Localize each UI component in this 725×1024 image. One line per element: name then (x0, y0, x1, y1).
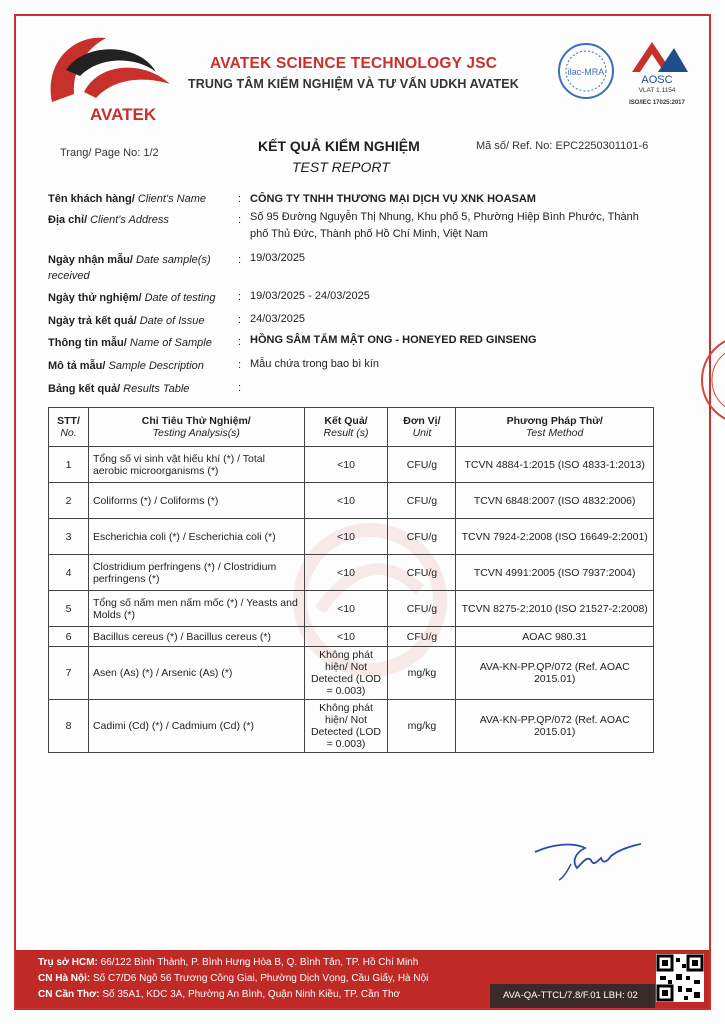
colon: : (238, 314, 242, 326)
center-name: TRUNG TÂM KIỂM NGHIỆM VÀ TƯ VẤN UDKH AVATEK (188, 77, 519, 91)
cell-method: TCVN 7924-2:2008 (ISO 16649-2:2001) (456, 519, 654, 555)
colon: : (238, 193, 242, 205)
results-label: Bảng kết quả/ Results Table (48, 383, 190, 395)
table-row (49, 447, 654, 483)
logo-text: AVATEK (90, 105, 157, 124)
footer (16, 950, 709, 1008)
title-en: TEST REPORT (292, 159, 390, 175)
table-row (49, 483, 654, 519)
header-method: Phương Pháp Thử/ Test Method (456, 408, 654, 447)
cell-analysis: Tổng số nấm men nấm mốc (*) / Yeasts and Molds (*) (88, 591, 304, 627)
cell-result: <10 (304, 519, 388, 555)
received-label-2: received (48, 270, 90, 282)
sample-desc-label: Mô tả mẫu/ Sample Description (48, 360, 204, 372)
cell-result: Không phát hiện/ Not Detected (LOD = 0.003) (304, 700, 388, 753)
cell-result: <10 (304, 483, 388, 519)
avatek-logo-icon (44, 32, 174, 124)
cell-result: <10 (304, 447, 388, 483)
colon: : (238, 382, 242, 394)
aosc-text: AOSC (641, 74, 673, 86)
avatek-logo (44, 32, 174, 124)
page-number: Trang/ Page No: 1/2 (60, 147, 159, 159)
cell-unit: CFU/g (388, 483, 456, 519)
cell-analysis: Asen (As) (*) / Arsenic (As) (*) (88, 647, 304, 700)
vlat-text: VLAT 1.1154 (638, 87, 676, 94)
cell-method: AOAC 980.31 (456, 627, 654, 647)
cell-unit: CFU/g (388, 591, 456, 627)
cell-analysis: Bacillus cereus (*) / Bacillus cereus (*) (88, 627, 304, 647)
cell-result: <10 (304, 591, 388, 627)
cell-no: 6 (49, 627, 89, 647)
ilac-text: ilac-MRA (567, 67, 605, 77)
header-unit: Đơn Vị/ Unit (388, 408, 456, 447)
ilac-mra-badge-icon (557, 42, 615, 100)
table-row (49, 519, 654, 555)
cell-no: 4 (49, 555, 89, 591)
cell-result: <10 (304, 555, 388, 591)
cell-method: TCVN 4991:2005 (ISO 7937:2004) (456, 555, 654, 591)
footer-cantho: CN Cần Thơ: Số 35A1, KDC 3A, Phường An Bình, Quận Ninh Kiều, TP. Cần Thơ (38, 989, 401, 1000)
title-vi: KẾT QUẢ KIỂM NGHIỆM (258, 138, 420, 154)
cell-method: TCVN 6848:2007 (ISO 4832:2006) (456, 483, 654, 519)
stamp-icon (700, 330, 725, 430)
cell-no: 3 (49, 519, 89, 555)
cell-analysis: Cadimi (Cd) (*) / Cadmium (Cd) (*) (88, 700, 304, 753)
table-header-row (49, 408, 654, 447)
qr-code-icon (656, 954, 704, 1002)
cell-method: TCVN 4884-1:2015 (ISO 4833-1:2013) (456, 447, 654, 483)
colon: : (238, 214, 242, 226)
ref-label: Mã số/ Ref. No: (476, 140, 556, 152)
colon: : (238, 359, 242, 371)
cell-unit: CFU/g (388, 447, 456, 483)
colon: : (238, 254, 242, 266)
cell-no: 2 (49, 483, 89, 519)
signature-icon (533, 838, 643, 883)
cell-unit: CFU/g (388, 519, 456, 555)
client-name-label: Tên khách hàng/ Client's Name (48, 193, 206, 205)
header-analysis: Chỉ Tiêu Thử Nghiệm/ Testing Analysis(s) (88, 408, 304, 447)
cell-no: 1 (49, 447, 89, 483)
table-row (49, 700, 654, 753)
cell-analysis: Coliforms (*) / Coliforms (*) (88, 483, 304, 519)
date-received: 19/03/2025 (250, 252, 306, 264)
results-table (48, 407, 654, 753)
address-line1: Số 95 Đường Nguyễn Thị Nhung, Khu phố 5, Phường Hiệp Bình Phước, Thành (250, 211, 639, 223)
cell-unit: mg/kg (388, 700, 456, 753)
cell-unit: CFU/g (388, 627, 456, 647)
client-name: CÔNG TY TNHH THƯƠNG MẠI DỊCH VỤ XNK HOASAM (250, 193, 536, 205)
header-no: STT/ No. (49, 408, 89, 447)
header-result: Kết Quả/ Result (s) (304, 408, 388, 447)
address-line2: phố Thủ Đức, Thành phố Hồ Chí Minh, Việt Nam (250, 228, 488, 240)
cell-method: TCVN 8275-2:2010 (ISO 21527-2:2008) (456, 591, 654, 627)
table-row (49, 647, 654, 700)
colon: : (238, 336, 242, 348)
cell-no: 5 (49, 591, 89, 627)
colon: : (238, 291, 242, 303)
address-label: Địa chỉ/ Client's Address (48, 214, 169, 226)
cell-unit: mg/kg (388, 647, 456, 700)
cell-result: Không phát hiện/ Not Detected (LOD = 0.003) (304, 647, 388, 700)
sample-desc: Mẫu chứa trong bao bì kín (250, 358, 380, 370)
cell-analysis: Clostridium perfringens (*) / Clostridium perfringens (*) (88, 555, 304, 591)
cell-analysis: Tổng số vi sinh vật hiếu khí (*) / Total aerobic microorganisms (*) (88, 447, 304, 483)
cell-unit: CFU/g (388, 555, 456, 591)
cell-no: 7 (49, 647, 89, 700)
cell-method: AVA-KN-PP.QP/072 (Ref. AOAC 2015.01) (456, 700, 654, 753)
issue-label: Ngày trả kết quả/ Date of Issue (48, 315, 205, 327)
form-code: AVA-QA-TTCL/7.8/F.01 LBH: 02 (503, 990, 638, 1001)
cell-method: AVA-KN-PP.QP/072 (Ref. AOAC 2015.01) (456, 647, 654, 700)
cell-no: 8 (49, 700, 89, 753)
date-testing: 19/03/2025 - 24/03/2025 (250, 290, 370, 302)
cell-analysis: Escherichia coli (*) / Escherichia coli (*) (88, 519, 304, 555)
company-name: AVATEK SCIENCE TECHNOLOGY JSC (210, 55, 498, 72)
received-label: Ngày nhận mẫu/ Date sample(s) (48, 254, 211, 266)
date-issue: 24/03/2025 (250, 313, 306, 325)
aosc-logo-icon (622, 38, 692, 108)
sample-name: HỒNG SÂM TẨM MẬT ONG - HONEYED RED GINSENG (250, 334, 537, 346)
iso-text: ISO/IEC 17025:2017 (629, 100, 685, 106)
sample-name-label: Thông tin mẫu/ Name of Sample (48, 337, 212, 349)
table-row (49, 627, 654, 647)
ref-number (476, 140, 648, 152)
ref-value: EPC2250301101-6 (555, 140, 649, 152)
testing-label: Ngày thử nghiệm/ Date of testing (48, 292, 216, 304)
table-row (49, 591, 654, 627)
cell-result: <10 (304, 627, 388, 647)
footer-hcm: Trụ sở HCM: 66/122 Bình Thành, P. Bình Hưng Hòa B, Q. Bình Tân, TP. Hồ Chí Minh (38, 957, 419, 968)
table-row (49, 555, 654, 591)
aosc-badge (622, 38, 692, 108)
footer-hanoi: CN Hà Nội: Số C7/D6 Ngõ 56 Trương Công Giai, Phường Dịch Vọng, Cầu Giấy, Hà Nội (38, 973, 429, 984)
